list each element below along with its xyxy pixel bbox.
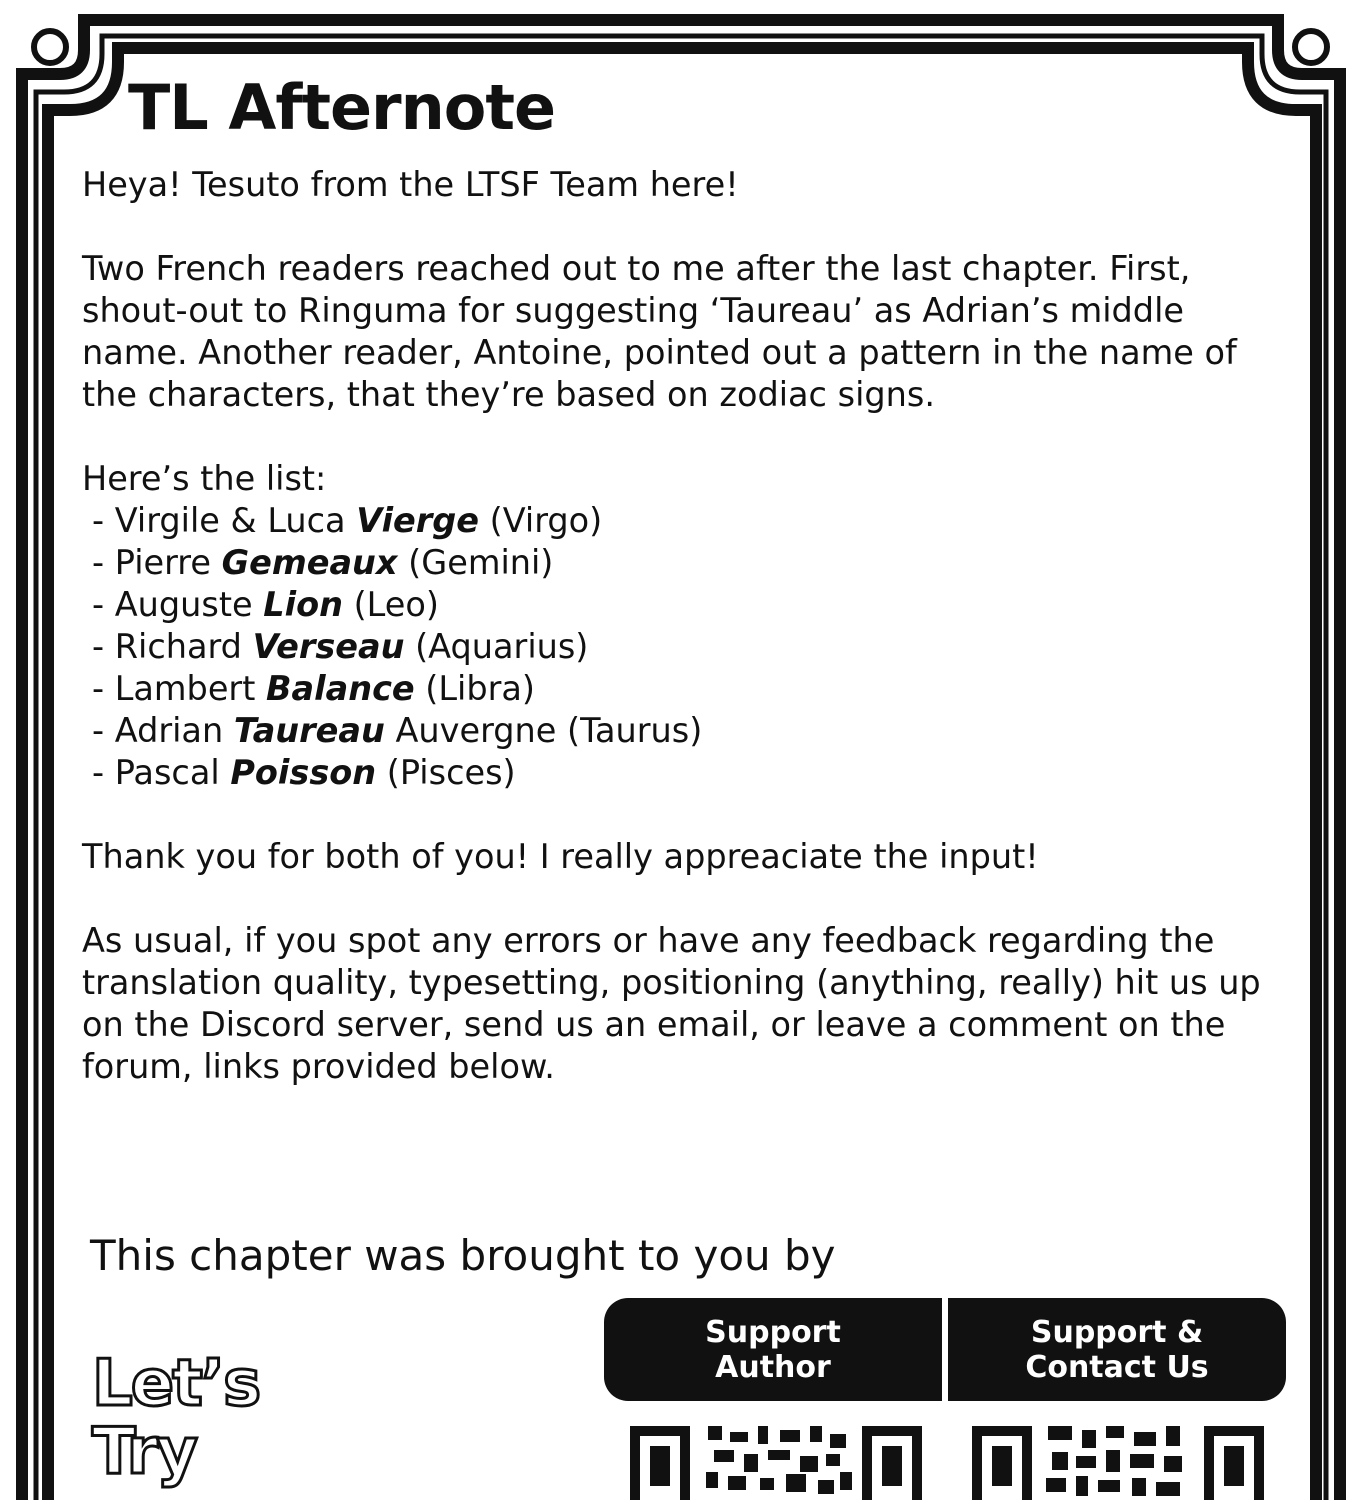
support-buttons <box>604 1298 1286 1401</box>
thanks-text: Thank you for both of you! I really appreaciate the input! <box>82 837 1039 876</box>
qr-code-contact[interactable] <box>972 1426 1264 1500</box>
readers-paragraph: Two French readers reached out to me after the last chapter. First, shout-out to Ringuma for suggesting ‘Taureau’ as Adrian’s middle name. Another reader, Antoine, pointed out a pattern in the name of the characters, that they’re based on zodiac signs. <box>82 249 1237 414</box>
logo-line: Let’s <box>92 1347 260 1421</box>
team-logo <box>92 1347 260 1489</box>
feedback-paragraph: As usual, if you spot any errors or have any feedback regarding the translation quality, typesetting, positioning (anything, really) hit us up on the Discord server, send us an email, or leave a comment on the forum, links provided below. <box>82 921 1261 1086</box>
list-item: - Auguste Lion (Leo) <box>92 585 439 624</box>
corner-ornament-left <box>34 31 66 63</box>
list-heading: Here’s the list: <box>82 459 327 498</box>
logo-line: Try <box>92 1415 196 1489</box>
qr-code-author[interactable] <box>630 1426 922 1500</box>
zodiac-list <box>82 500 1282 794</box>
list-item: - Adrian Taureau Auvergne (Taurus) <box>92 711 703 750</box>
list-item: - Pierre Gemeaux (Gemini) <box>92 543 554 582</box>
intro-text: Heya! Tesuto from the LTSF Team here! <box>82 165 739 204</box>
list-item: - Richard Verseau (Aquarius) <box>92 627 589 666</box>
list-item: - Lambert Balance (Libra) <box>92 669 535 708</box>
credits-text: This chapter was brought to you by <box>90 1231 836 1280</box>
corner-ornament-right <box>1295 31 1327 63</box>
support-contact-button[interactable]: Support & Contact Us <box>1025 1314 1209 1385</box>
afternote-body <box>82 164 1282 1088</box>
list-item: - Virgile & Luca Vierge (Virgo) <box>92 501 603 540</box>
list-item: - Pascal Poisson (Pisces) <box>92 753 516 792</box>
page-title: TL Afternote <box>128 71 556 144</box>
support-author-button[interactable]: Support Author <box>705 1314 841 1385</box>
